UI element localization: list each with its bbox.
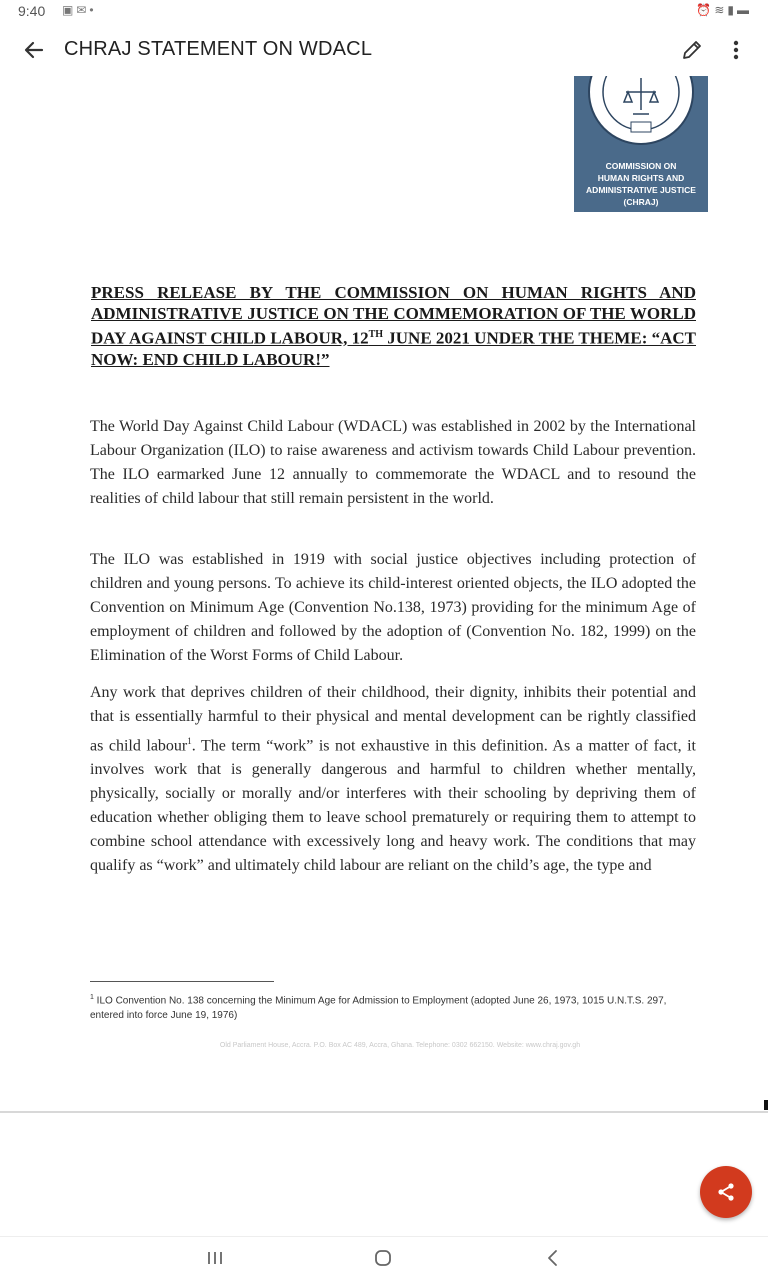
paragraph-3-start: Any work that deprives children of their childhood, their dignity, inhibits their potential and that is essentially harmful to their physical and mental development can be rightly classified as child labour	[90, 684, 696, 755]
arrow-left-icon	[20, 36, 48, 64]
more-vertical-icon	[722, 36, 750, 64]
system-nav-bar	[0, 1236, 768, 1281]
logo-caption	[574, 160, 708, 208]
footnote-divider	[90, 981, 274, 982]
gallery-icon: ▣	[62, 3, 77, 17]
recents-button[interactable]	[204, 1247, 226, 1269]
footnote-number: 1	[90, 994, 94, 1001]
recents-icon	[204, 1247, 226, 1269]
title-superscript: TH	[368, 329, 384, 340]
title-end: JUNE 2021 UNDER THE THEME: “ACT NOW: END CHILD LABOUR!”	[91, 328, 696, 369]
app-bar	[0, 24, 768, 76]
notification-icons	[62, 3, 97, 17]
app-title: CHRAJ STATEMENT ON WDACL	[64, 38, 373, 60]
seal-icon	[586, 76, 696, 150]
back-button[interactable]	[20, 36, 48, 64]
title-main: PRESS RELEASE BY THE COMMISSION ON HUMAN RIGHTS AND ADMINISTRATIVE JUSTICE ON THE COMMEMORATION OF THE WORLD DAY AGAINST CHILD LABOUR, 12	[91, 283, 696, 348]
battery-icon: ▬	[737, 3, 752, 17]
paragraph-3-rest: . The term “work” is not exhaustive in this definition. As a matter of fact, it involves work that is generally dangerous and harmful to children whether mentally, physically, socially or morally and/or interferes with their schooling by depriving them of education whether obliging them to leave school prematurely or requiring them to attempt to combine school attendance with excessively long and heavy work. The conditions that may qualify as “work” and ultimately child labour are reliant on the child’s age, the type and	[90, 737, 696, 875]
wifi-icon: ≋	[714, 3, 728, 17]
nav-back-button[interactable]	[542, 1247, 564, 1269]
footnote-text: ILO Convention No. 138 concerning the Minimum Age for Admission to Employment (adopted June 26, 1973, 1015 U.N.T.S. 297, entered into force June 19, 1976)	[90, 995, 667, 1022]
status-time: 9:40	[18, 3, 46, 19]
scrollbar-thumb[interactable]	[764, 1100, 768, 1110]
footer-address: Old Parliament House, Accra. P.O. Box AC 489, Accra, Ghana. Telephone: 0302 662150. Website: www.chraj.gov.gh	[219, 1042, 581, 1049]
message-icon: ✉	[76, 3, 90, 17]
home-icon	[372, 1247, 394, 1269]
chraj-logo	[574, 76, 708, 212]
more-options-button[interactable]	[722, 36, 750, 64]
press-release-title	[91, 282, 696, 370]
document-viewer[interactable]	[0, 76, 768, 1110]
paragraph-2: The ILO was established in 1919 with social justice objectives including protection of children and young persons. To achieve its child-interest oriented objects, the ILO adopted the Convention on Minimum Age (Convention No.138, 1973) providing for the minimum Age of employment of children and followed by the adoption of (Convention No. 182, 1999) on the Elimination of the Worst Forms of Child Labour.	[90, 551, 696, 664]
logo-line: ADMINISTRATIVE JUSTICE	[586, 185, 696, 195]
nav-back-icon	[542, 1247, 564, 1269]
logo-line: (CHRAJ)	[623, 197, 659, 207]
pencil-icon	[678, 36, 706, 64]
footnote	[90, 990, 690, 1023]
logo-line: HUMAN RIGHTS AND	[597, 173, 685, 183]
system-icons	[696, 3, 752, 17]
logo-line: COMMISSION ON	[605, 161, 677, 171]
status-bar	[0, 0, 768, 24]
signal-icon: ▮	[727, 3, 737, 17]
footnote-reference[interactable]: 1	[187, 736, 192, 746]
paragraph-3	[90, 681, 696, 878]
paragraph-1: The World Day Against Child Labour (WDACL) was established in 2002 by the International Labour Organization (ILO) to raise awareness and activism towards Child Labour prevention. The ILO earmarked June 12 annually to commemorate the WDACL and to resound the realities of child labour that still remain persistent in the world.	[90, 418, 696, 507]
dot-icon: •	[89, 3, 97, 17]
home-button[interactable]	[372, 1247, 394, 1269]
divider	[0, 1111, 768, 1113]
share-icon	[714, 1180, 738, 1204]
edit-button[interactable]	[678, 36, 706, 64]
alarm-icon: ⏰	[696, 3, 715, 17]
share-button[interactable]	[700, 1166, 752, 1218]
